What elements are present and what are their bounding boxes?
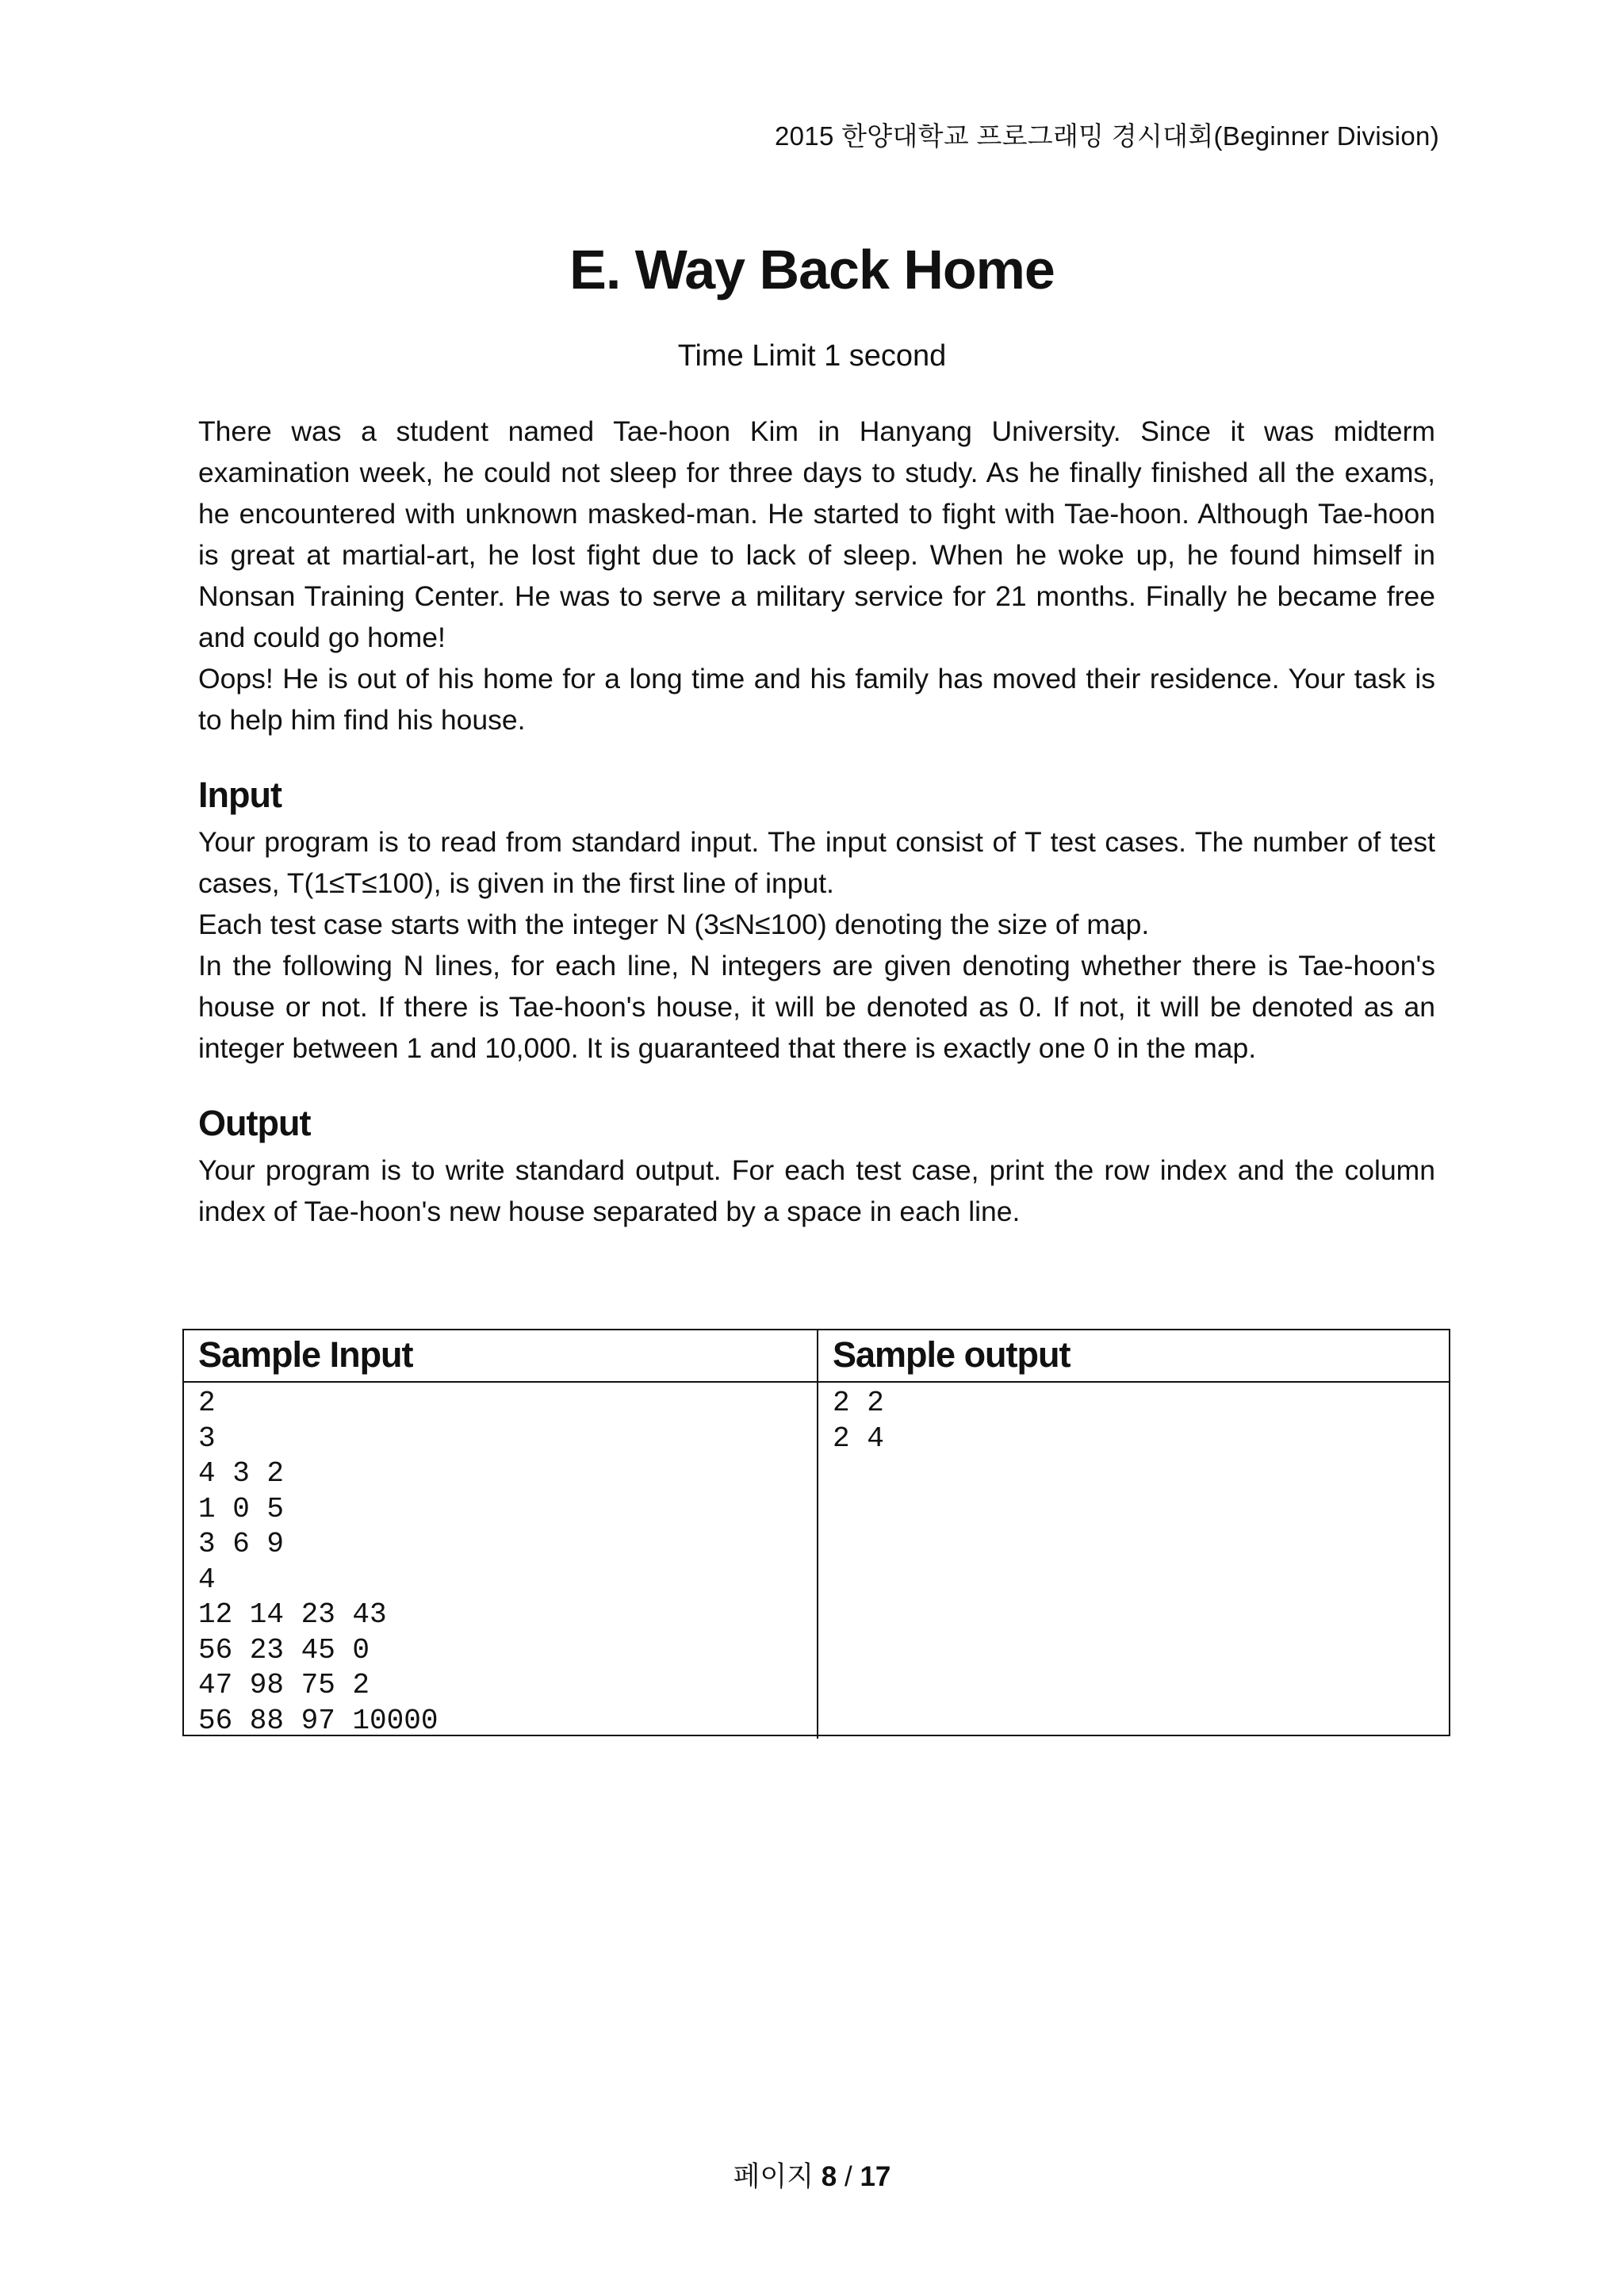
output-heading: Output (198, 1103, 311, 1143)
sample-input-line: 3 6 9 (198, 1528, 285, 1560)
page-label: 페이지 (733, 2161, 814, 2192)
story-paragraph: Oops! He is out of his home for a long time and his family has moved their residence. Your task is to help him find his house. (198, 663, 1435, 736)
input-paragraph: Your program is to read from standard input. The input consist of T test cases. The number of test cases, T(1≤T≤100), is given in the first line of input. (198, 826, 1435, 899)
input-paragraph: Each test case starts with the integer N (3≤N≤100) denoting the size of map. (198, 909, 1150, 940)
sample-input-line: 3 (198, 1422, 216, 1455)
sample-input-line: 1 0 5 (198, 1492, 285, 1525)
problem-body (198, 411, 1435, 1232)
sample-input-line: 12 14 23 43 (198, 1598, 387, 1631)
sample-output-line: 2 4 (833, 1422, 884, 1455)
problem-title: E. Way Back Home (569, 239, 1055, 300)
document-header: 2015 한양대학교 프로그래밍 경시대회(Beginner Division) (775, 121, 1439, 151)
sample-input-line: 2 (198, 1387, 216, 1419)
time-limit: Time Limit 1 second (677, 339, 947, 373)
input-paragraph: In the following N lines, for each line, N integers are given denoting whether there is Tae-hoon's house or not. If there is Tae-hoon's house, it will be denoted as 0. If not, it will be denoted as an integer between 1 and 10,000. It is guaranteed that there is exactly one 0 in the map. (198, 950, 1435, 1064)
sample-input-block (184, 1383, 818, 1739)
sample-input-line: 56 88 97 10000 (198, 1704, 439, 1737)
output-paragraph: Your program is to write standard output. For each test case, print the row index and the column index of Tae-hoon's new house separated by a space in each line. (198, 1154, 1435, 1227)
story-paragraph: There was a student named Tae-hoon Kim in Hanyang University. Since it was midterm examination week, he could not sleep for three days to study. As he finally finished all the exams, he encountered with unknown masked-man. He started to fight with Tae-hoon. Although Tae-hoon is great at martial-art, he lost fight due to lack of sleep. When he woke up, he found himself in Nonsan Training Center. He was to serve a military service for 21 months. Finally he became free and could go home! (198, 415, 1435, 653)
sample-output-line: 2 2 (833, 1387, 884, 1419)
page-separator: / (844, 2161, 852, 2192)
sample-input-line: 4 3 2 (198, 1457, 285, 1490)
sample-table (182, 1329, 1450, 1736)
page-current: 8 (821, 2161, 837, 2192)
sample-input-line: 4 (198, 1563, 216, 1596)
sample-input-line: 56 23 45 0 (198, 1633, 370, 1667)
input-heading: Input (198, 775, 282, 815)
page-footer (0, 2155, 1624, 2195)
sample-output-block (818, 1383, 1449, 1739)
page-total: 17 (860, 2161, 891, 2192)
sample-input-line: 47 98 75 2 (198, 1669, 370, 1701)
sample-output-header: Sample output (818, 1330, 1449, 1383)
sample-input-header: Sample Input (184, 1330, 818, 1383)
